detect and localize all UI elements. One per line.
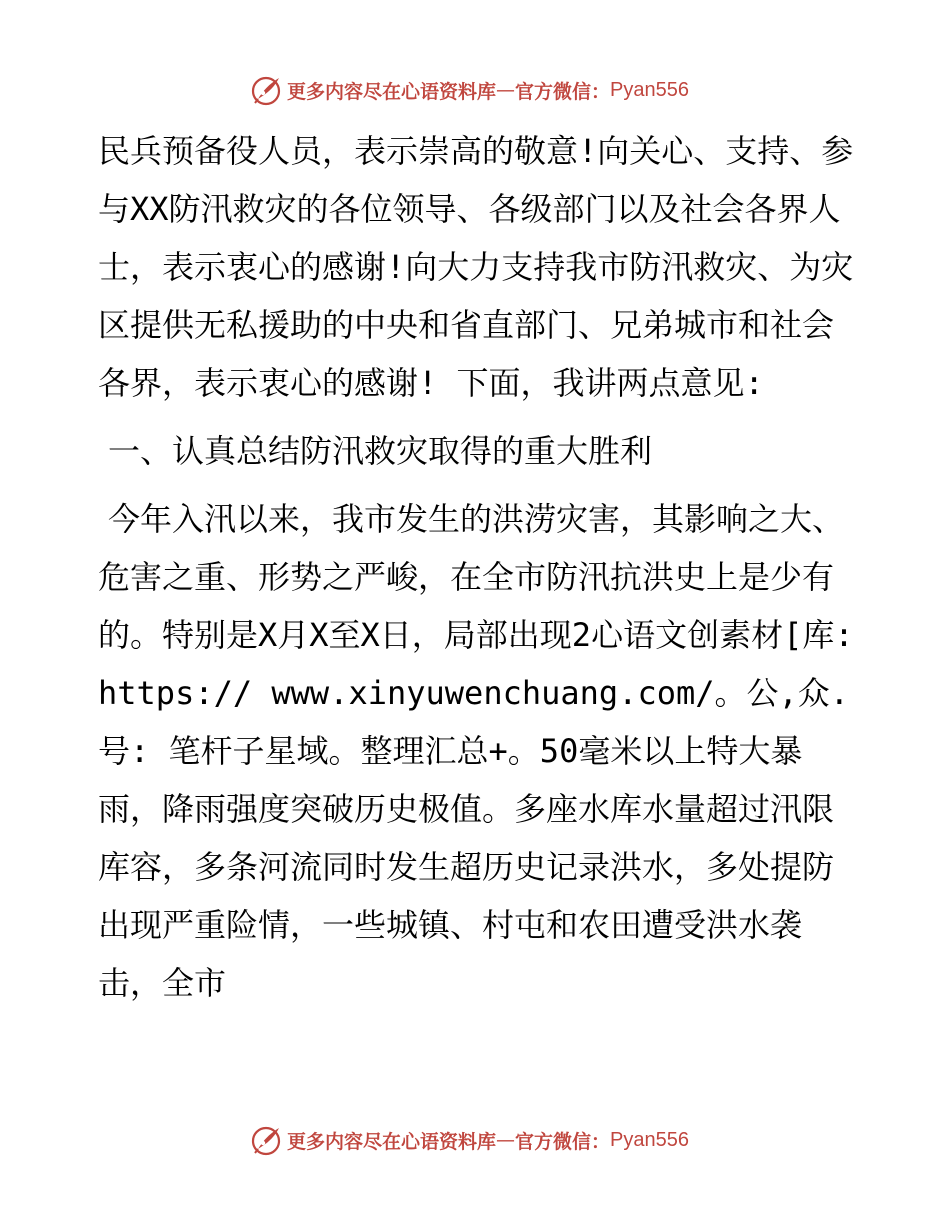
banner-account-prefix: 官方微信： — [515, 1130, 611, 1153]
document-body — [98, 122, 858, 1012]
body-paragraph: 民兵预备役人员，表示崇高的敬意!向关心、支持、参与XX防汛救灾的各位领导、各级部门以及社会各界人士，表示衷心的感谢!向大力支持我市防汛救灾、为灾区提供无私援助的中央和省直部门、兄弟城市和社会各界，表示衷心的感谢! 下面，我讲两点意见: — [98, 132, 854, 402]
footer-banner — [0, 1120, 950, 1160]
body-paragraph: 今年入汛以来，我市发生的洪涝灾害，其影响之大、危害之重、形势之严峻，在全市防汛抗洪史上是少有的。特别是X月X至X日，局部出现2心语文创素材[库: https:// www.xinyuwenchuang.com/。公,众.号: 笔杆子星域。整理汇总+。50毫米以上特大暴雨，降雨强度突破历史极值。多座水库水量超过汛限库容，多条河流同时发生超历史记录洪水，多处提防出现严重险情，一些城镇、村屯和农田遭受洪水袭击，全市 — [98, 500, 854, 1002]
section-heading: 一、认真总结防汛救灾取得的重大胜利 — [108, 432, 653, 470]
banner-text: 更多内容尽在心语资料库 — [287, 80, 497, 103]
banner-account-id: Pyan556 — [610, 78, 689, 101]
banner-separator: — — [496, 1129, 516, 1151]
banner-account-id: Pyan556 — [610, 1128, 689, 1151]
quill-logo-icon — [249, 1123, 283, 1157]
header-banner — [0, 70, 950, 110]
quill-logo-icon — [249, 73, 283, 107]
banner-account-prefix: 官方微信： — [515, 80, 611, 103]
banner-separator: — — [496, 79, 516, 101]
banner-text: 更多内容尽在心语资料库 — [287, 1130, 497, 1153]
